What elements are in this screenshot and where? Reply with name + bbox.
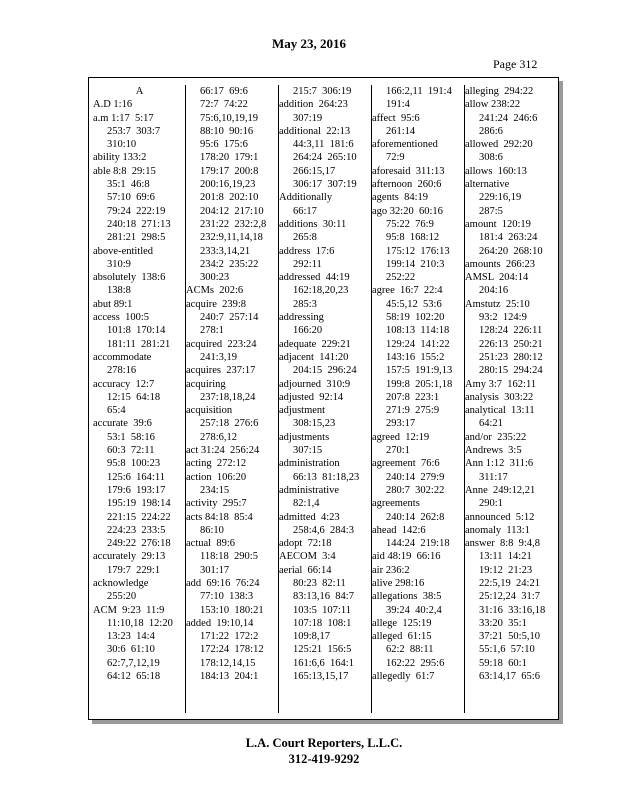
- index-entry: AMSL 204:14: [465, 272, 529, 284]
- index-continuation: 72:7 74:22: [200, 99, 248, 111]
- index-entry: agents 84:19: [372, 192, 428, 204]
- index-entry: addressed 44:19: [279, 272, 350, 284]
- index-continuation: 165:13,15,17: [293, 671, 349, 683]
- index-entry: agree 16:7 22:4: [372, 285, 443, 297]
- index-continuation: 234:15: [200, 484, 230, 496]
- index-column-3: [278, 85, 372, 713]
- index-entry: alive 298:16: [372, 577, 425, 589]
- index-continuation: 201:8 202:10: [200, 192, 259, 204]
- index-entry: absolutely 138:6: [93, 272, 166, 284]
- index-continuation: 31:16 33:16,18: [479, 604, 546, 616]
- index-entry: able 8:8 29:15: [93, 165, 156, 177]
- index-continuation: 171:22 172:2: [200, 631, 259, 643]
- index-continuation: 270:1: [386, 445, 410, 457]
- index-entry: affect 95:6: [372, 112, 420, 124]
- index-continuation: 138:8: [107, 285, 131, 297]
- index-continuation: 178:20 179:1: [200, 152, 259, 164]
- index-entry: allowed 292:20: [465, 139, 533, 151]
- index-entry: allow 238:22: [465, 99, 521, 111]
- index-entry: analytical 13:11: [465, 405, 535, 417]
- index-entry: acquire 239:8: [186, 298, 247, 310]
- index-continuation: 37:21 50:5,10: [479, 631, 540, 643]
- index-continuation: 241:24 246:6: [479, 112, 538, 124]
- index-continuation: 261:14: [386, 125, 416, 137]
- index-continuation: 286:6: [479, 125, 503, 137]
- index-continuation: 25:12,24 31:7: [479, 591, 540, 603]
- index-continuation: 66:13 81:18,23: [293, 471, 360, 483]
- index-continuation: 66:17: [293, 205, 317, 217]
- index-continuation: 199:14 210:3: [386, 258, 445, 270]
- index-entry: addressing: [279, 312, 324, 324]
- index-continuation: 308:15,23: [293, 418, 336, 430]
- index-continuation: 93:2 124:9: [479, 312, 527, 324]
- index-entry: and/or 235:22: [465, 431, 527, 443]
- index-entry: adjusted 92:14: [279, 391, 344, 403]
- index-continuation: 65:4: [107, 405, 126, 417]
- index-entry: accurate 39:6: [93, 418, 152, 430]
- index-entry: Additionally: [279, 192, 333, 204]
- index-continuation: 300:23: [200, 272, 230, 284]
- index-entry: actual 89:6: [186, 538, 235, 550]
- index-continuation: 207:8 223:1: [386, 391, 440, 403]
- index-entry: act 31:24 256:24: [186, 445, 260, 457]
- index-continuation: 221:15 224:22: [107, 511, 171, 523]
- index-continuation: 162:22 295:6: [386, 657, 445, 669]
- index-continuation: 251:23 280:12: [479, 351, 543, 363]
- index-continuation: 35:1 46:8: [107, 179, 150, 191]
- index-continuation: 278:16: [107, 365, 137, 377]
- index-entry: addition 264:23: [279, 99, 348, 111]
- index-continuation: 125:6 164:11: [107, 471, 165, 483]
- index-continuation: 195:19 198:14: [107, 498, 171, 510]
- index-continuation: 77:10 138:3: [200, 591, 254, 603]
- index-continuation: 233:3,14,21: [200, 245, 251, 257]
- index-continuation: 240:7 257:14: [200, 312, 259, 324]
- court-reporter-phone: 312-419-9292: [288, 752, 360, 766]
- index-continuation: 278:1: [200, 325, 224, 337]
- index-continuation: 58:19 102:20: [386, 312, 445, 324]
- index-continuation: 144:24 219:18: [386, 538, 450, 550]
- index-continuation: 22:5,19 24:21: [479, 577, 540, 589]
- index-entry: acting 272:12: [186, 458, 247, 470]
- index-continuation: 265:8: [293, 232, 317, 244]
- index-continuation: 215:7 306:19: [293, 86, 352, 97]
- index-entry: activity 295:7: [186, 498, 247, 510]
- index-continuation: 240:18 271:13: [107, 218, 171, 230]
- index-continuation: 310:9: [107, 258, 131, 270]
- index-continuation: 252:22: [386, 272, 416, 284]
- index-continuation: 281:21 298:5: [107, 232, 166, 244]
- index-continuation: 88:10 90:16: [200, 125, 254, 137]
- index-entry: a.m 1:17 5:17: [93, 112, 154, 124]
- index-continuation: 55:1,6 57:10: [479, 644, 535, 656]
- index-entry: additions 30:11: [279, 218, 347, 230]
- index-continuation: 311:17: [479, 471, 508, 483]
- index-continuation: 172:24 178:12: [200, 644, 264, 656]
- index-entry: administration: [279, 458, 340, 470]
- index-entry: admitted 4:23: [279, 511, 340, 523]
- index-entry: ACM 9:23 11:9: [93, 604, 165, 616]
- index-continuation: 19:12 21:23: [479, 564, 533, 576]
- index-continuation: 129:24 141:22: [386, 338, 450, 350]
- index-entry: aforementioned: [372, 139, 438, 151]
- court-reporter-name: L.A. Court Reporters, L.L.C.: [245, 736, 403, 750]
- index-continuation: 257:18 276:6: [200, 418, 259, 430]
- index-continuation: 107:18 108:1: [293, 617, 352, 629]
- index-entry: accuracy 12:7: [93, 378, 155, 390]
- index-continuation: 12:15 64:18: [107, 391, 161, 403]
- index-continuation: 293:17: [386, 418, 416, 430]
- index-entry: Amy 3:7 162:11: [465, 378, 537, 390]
- index-continuation: 118:18 290:5: [200, 551, 258, 563]
- index-continuation: 80:23 82:11: [293, 577, 346, 589]
- index-continuation: 307:15: [293, 445, 323, 457]
- index-continuation: 95:8 168:12: [386, 232, 440, 244]
- index-continuation: 264:20 268:10: [479, 245, 543, 257]
- index-continuation: 13:11 14:21: [479, 551, 532, 563]
- index-continuation: 237:18,18,24: [200, 391, 256, 403]
- index-entry: allegations 38:5: [372, 591, 442, 603]
- index-continuation: 204:15 296:24: [293, 365, 357, 377]
- index-continuation: 62:7,7,12,19: [107, 657, 160, 669]
- index-continuation: 101:8 170:14: [107, 325, 166, 337]
- index-continuation: 204:16: [479, 285, 509, 297]
- index-continuation: 82:1,4: [293, 498, 320, 510]
- index-continuation: 280:7 302:22: [386, 484, 445, 496]
- index-continuation: 306:17 307:19: [293, 179, 357, 191]
- index-column-2: [185, 85, 279, 713]
- index-continuation: 231:22 232:2,8: [200, 218, 267, 230]
- index-entry: alleging 294:22: [465, 86, 534, 97]
- index-entry: Amstutz 25:10: [465, 298, 530, 310]
- index-entry: acquisition: [186, 405, 233, 417]
- index-entry: abut 89:1: [93, 298, 133, 310]
- index-continuation: 241:3,19: [200, 351, 238, 363]
- index-continuation: 33:20 35:1: [479, 617, 527, 629]
- index-continuation: 60:3 72:11: [107, 445, 155, 457]
- index-entry: answer 8:8 9:4,8: [465, 538, 540, 550]
- index-continuation: 278:6,12: [200, 431, 238, 443]
- index-entry: agreement 76:6: [372, 458, 440, 470]
- index-entry: added 19:10,14: [186, 617, 254, 629]
- index-continuation: 308:6: [479, 152, 503, 164]
- index-continuation: 191:4: [386, 99, 410, 111]
- index-entry: additional 22:13: [279, 125, 351, 137]
- index-continuation: 253:7 303:7: [107, 125, 161, 137]
- index-entry: accurately 29:13: [93, 551, 166, 563]
- index-continuation: 39:24 40:2,4: [386, 604, 442, 616]
- index-continuation: 234:2 235:22: [200, 258, 259, 270]
- index-continuation: 307:19: [293, 112, 323, 124]
- index-entry: analysis 303:22: [465, 391, 534, 403]
- index-entry: agreed 12:19: [372, 431, 430, 443]
- index-continuation: 95:6 175:6: [200, 139, 248, 151]
- index-continuation: 95:8 100:23: [107, 458, 161, 470]
- index-continuation: 153:10 180:21: [200, 604, 264, 616]
- index-column-5: [464, 85, 558, 713]
- index-continuation: 143:16 155:2: [386, 351, 445, 363]
- index-continuation: 179:6 193:17: [107, 484, 166, 496]
- index-entry: agreements: [372, 498, 420, 510]
- index-entry: acquiring: [186, 378, 226, 390]
- index-continuation: 226:13 250:21: [479, 338, 543, 350]
- index-continuation: 53:1 58:16: [107, 431, 155, 443]
- index-continuation: 166:20: [293, 325, 323, 337]
- transcript-date: May 23, 2016: [271, 36, 347, 51]
- index-continuation: 178:12,14,15: [200, 657, 256, 669]
- index-continuation: 200:16,19,23: [200, 179, 256, 191]
- index-continuation: 79:24 222:19: [107, 205, 166, 217]
- index-entry: ACMs 202:6: [186, 285, 244, 297]
- index-entry: ahead 142:6: [372, 524, 426, 536]
- index-entry: administrative: [279, 484, 340, 496]
- index-continuation: 83:13,16 84:7: [293, 591, 354, 603]
- index-entry: allegedly 61:7: [372, 671, 435, 683]
- index-entry: ability 133:2: [93, 152, 147, 164]
- index-entry: alternative: [465, 179, 510, 191]
- word-index-box: [88, 77, 559, 720]
- index-entry: adjustments: [279, 431, 330, 443]
- index-continuation: 266:15,17: [293, 165, 336, 177]
- index-continuation: 57:10 69:6: [107, 192, 155, 204]
- index-continuation: 72:9: [386, 152, 405, 164]
- index-column-4: [371, 85, 465, 713]
- index-entry: adjacent 141:20: [279, 351, 349, 363]
- index-entry: amount 120:19: [465, 218, 531, 230]
- index-continuation: 249:22 276:18: [107, 538, 171, 550]
- index-entry: above-entitled: [93, 245, 154, 257]
- index-continuation: 179:17 200:8: [200, 165, 259, 177]
- index-continuation: 199:8 205:1,18: [386, 378, 453, 390]
- index-continuation: 75:22 76:9: [386, 218, 434, 230]
- index-entry: allows 160:13: [465, 165, 527, 177]
- index-entry: acquired 223:24: [186, 338, 257, 350]
- index-entry: adopt 72:18: [279, 538, 332, 550]
- index-continuation: 285:3: [293, 298, 317, 310]
- index-entry: AECOM 3:4: [279, 551, 336, 563]
- index-continuation: 75:6,10,19,19: [200, 112, 259, 124]
- index-entry: aerial 66:14: [279, 564, 332, 576]
- index-entry: aid 48:19 66:16: [372, 551, 441, 563]
- index-continuation: 66:17 69:6: [200, 86, 248, 97]
- index-continuation: 13:23 14:4: [107, 631, 155, 643]
- index-continuation: 184:13 204:1: [200, 671, 259, 683]
- index-continuation: 166:2,11 191:4: [386, 86, 452, 97]
- index-continuation: 103:5 107:11: [293, 604, 351, 616]
- index-continuation: 63:14,17 65:6: [479, 671, 540, 683]
- index-continuation: 45:5,12 53:6: [386, 298, 442, 310]
- index-entry: adjourned 310:9: [279, 378, 351, 390]
- index-entry: Anne 249:12,21: [465, 484, 536, 496]
- index-continuation: 109:8,17: [293, 631, 331, 643]
- index-entry: adequate 229:21: [279, 338, 351, 350]
- index-continuation: 204:12 217:10: [200, 205, 264, 217]
- index-entry: action 106:20: [186, 471, 247, 483]
- index-entry: Andrews 3:5: [465, 445, 522, 457]
- index-entry: announced 5:12: [465, 511, 535, 523]
- index-continuation: 255:20: [107, 591, 137, 603]
- index-entry: amounts 266:23: [465, 258, 535, 270]
- index-continuation: 232:9,11,14,18: [200, 232, 263, 244]
- index-entry: add 69:16 76:24: [186, 577, 260, 589]
- index-continuation: 181:4 263:24: [479, 232, 538, 244]
- index-continuation: 108:13 114:18: [386, 325, 450, 337]
- index-continuation: 64:21: [479, 418, 503, 430]
- index-entry: address 17:6: [279, 245, 335, 257]
- index-continuation: 181:11 281:21: [107, 338, 171, 350]
- index-continuation: 280:15 294:24: [479, 365, 543, 377]
- index-continuation: 240:14 279:9: [386, 471, 445, 483]
- index-continuation: 125:21 156:5: [293, 644, 352, 656]
- index-continuation: 310:10: [107, 139, 137, 151]
- index-continuation: 44:3,11 181:6: [293, 139, 354, 151]
- index-entry: ago 32:20 60:16: [372, 205, 443, 217]
- index-entry: accommodate: [93, 351, 152, 363]
- index-entry: allege 125:19: [372, 617, 432, 629]
- index-continuation: 128:24 226:11: [479, 325, 543, 337]
- index-entry: aforesaid 311:13: [372, 165, 445, 177]
- page-number: Page 312: [493, 57, 538, 71]
- index-entry: acknowledge: [93, 577, 149, 589]
- section-letter: A: [135, 86, 144, 97]
- index-continuation: 271:9 275:9: [386, 405, 440, 417]
- index-continuation: 157:5 191:9,13: [386, 365, 453, 377]
- index-continuation: 292:11: [293, 258, 322, 270]
- index-continuation: 301:17: [200, 564, 230, 576]
- index-entry: A.D 1:16: [93, 99, 133, 111]
- index-continuation: 64:12 65:18: [107, 671, 161, 683]
- index-entry: adjustment: [279, 405, 326, 417]
- index-continuation: 290:1: [479, 498, 503, 510]
- index-continuation: 179:7 229:1: [107, 564, 161, 576]
- index-continuation: 287:5: [479, 205, 503, 217]
- index-entry: acts 84:18 85:4: [186, 511, 253, 523]
- index-continuation: 175:12 176:13: [386, 245, 450, 257]
- index-entry: alleged 61:15: [372, 631, 432, 643]
- footer: [0, 735, 618, 767]
- index-column-1: [93, 85, 186, 713]
- index-continuation: 11:10,18 12:20: [107, 617, 173, 629]
- index-continuation: 161:6,6 164:1: [293, 657, 354, 669]
- index-continuation: 224:23 233:5: [107, 524, 166, 536]
- index-continuation: 59:18 60:1: [479, 657, 527, 669]
- index-continuation: 86:10: [200, 524, 224, 536]
- index-entry: anomaly 113:1: [465, 524, 530, 536]
- index-continuation: 229:16,19: [479, 192, 522, 204]
- index-continuation: 258:4,6 284:3: [293, 524, 354, 536]
- index-entry: afternoon 260:6: [372, 179, 442, 191]
- index-entry: access 100:5: [93, 312, 149, 324]
- index-entry: air 236:2: [372, 564, 410, 576]
- index-continuation: 62:2 88:11: [386, 644, 434, 656]
- index-continuation: 240:14 262:8: [386, 511, 445, 523]
- index-entry: acquires 237:17: [186, 365, 256, 377]
- index-continuation: 30:6 61:10: [107, 644, 155, 656]
- index-continuation: 162:18,20,23: [293, 285, 349, 297]
- index-entry: Ann 1:12 311:6: [465, 458, 534, 470]
- index-continuation: 264:24 265:10: [293, 152, 357, 164]
